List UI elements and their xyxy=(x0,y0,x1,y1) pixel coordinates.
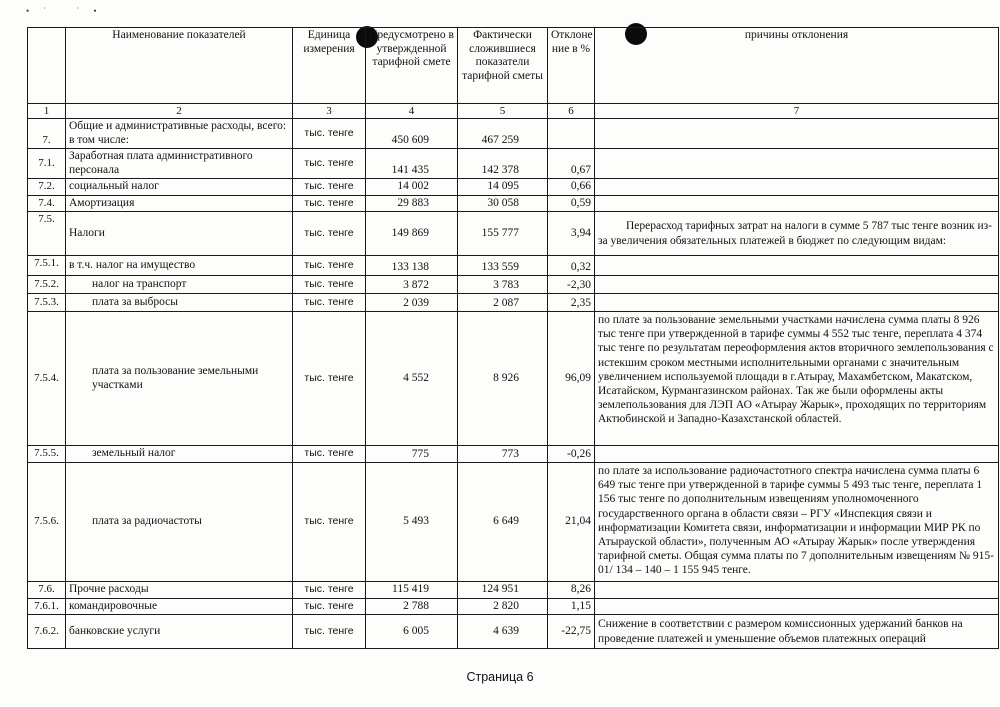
row-num: 7.2. xyxy=(28,179,66,196)
row-fact: 124 951 xyxy=(458,582,548,599)
row-num: 7.5.1. xyxy=(28,256,66,276)
row-plan: 6 005 xyxy=(366,615,458,649)
table-header-row xyxy=(28,28,999,104)
row-unit: тыс. тенге xyxy=(293,582,366,599)
table-row xyxy=(28,598,999,615)
header-unit: Единица измерения xyxy=(293,28,366,104)
row-deviation: 96,09 xyxy=(548,312,595,446)
row-reason xyxy=(595,179,999,196)
column-index-row xyxy=(28,104,999,119)
row-num: 7.5.5. xyxy=(28,446,66,463)
row-reason xyxy=(595,582,999,599)
row-fact: 2 087 xyxy=(458,294,548,312)
row-deviation: 3,94 xyxy=(548,212,595,256)
table-row xyxy=(28,179,999,196)
row-reason xyxy=(595,446,999,463)
row-deviation: 0,66 xyxy=(548,179,595,196)
row-name: плата за выбросы xyxy=(66,294,293,312)
row-name: социальный налог xyxy=(66,179,293,196)
col-index: 1 xyxy=(28,104,66,119)
scan-marks: •˙ ˙• xyxy=(26,6,111,16)
row-fact: 467 259 xyxy=(458,119,548,149)
row-unit: тыс. тенге xyxy=(293,195,366,212)
header-plan: Предусмотрено в утвержденной тарифной смете xyxy=(366,28,458,104)
row-num: 7.6.2. xyxy=(28,615,66,649)
row-plan: 5 493 xyxy=(366,463,458,582)
row-fact: 6 649 xyxy=(458,463,548,582)
row-deviation: -2,30 xyxy=(548,276,595,294)
report-table xyxy=(27,27,999,649)
row-reason: Перерасход тарифных затрат на налоги в сумме 5 787 тыс тенге возник из-за увеличения обязательных платежей в бюджет по следующим видам: xyxy=(595,212,999,256)
col-index: 2 xyxy=(66,104,293,119)
row-name: плата за радиочастоты xyxy=(66,463,293,582)
row-plan: 2 039 xyxy=(366,294,458,312)
row-name: Общие и административные расходы, всего: в том числе: xyxy=(66,119,293,149)
table-row xyxy=(28,312,999,446)
row-name: Заработная плата административного персонала xyxy=(66,149,293,179)
row-fact: 142 378 xyxy=(458,149,548,179)
row-plan: 3 872 xyxy=(366,276,458,294)
col-index: 6 xyxy=(548,104,595,119)
row-num: 7.4. xyxy=(28,195,66,212)
row-unit: тыс. тенге xyxy=(293,615,366,649)
table-row xyxy=(28,195,999,212)
row-plan: 115 419 xyxy=(366,582,458,599)
table-row xyxy=(28,463,999,582)
header-deviation: Отклоне ние в % xyxy=(548,28,595,104)
table-row xyxy=(28,276,999,294)
row-plan: 14 002 xyxy=(366,179,458,196)
row-fact: 30 058 xyxy=(458,195,548,212)
col-index: 7 xyxy=(595,104,999,119)
row-unit: тыс. тенге xyxy=(293,294,366,312)
table-row xyxy=(28,212,999,256)
row-deviation: 0,67 xyxy=(548,149,595,179)
row-fact: 773 xyxy=(458,446,548,463)
row-reason xyxy=(595,256,999,276)
row-plan: 141 435 xyxy=(366,149,458,179)
row-fact: 155 777 xyxy=(458,212,548,256)
row-num: 7.5.3. xyxy=(28,294,66,312)
row-unit: тыс. тенге xyxy=(293,256,366,276)
col-index: 4 xyxy=(366,104,458,119)
row-deviation: 8,26 xyxy=(548,582,595,599)
row-num: 7.6. xyxy=(28,582,66,599)
row-plan: 450 609 xyxy=(366,119,458,149)
row-unit: тыс. тенге xyxy=(293,276,366,294)
table-row xyxy=(28,256,999,276)
row-reason xyxy=(595,149,999,179)
row-plan: 775 xyxy=(366,446,458,463)
row-fact: 133 559 xyxy=(458,256,548,276)
row-num: 7.5.6. xyxy=(28,463,66,582)
row-deviation: 0,32 xyxy=(548,256,595,276)
row-reason: по плате за использование радиочастотного спектра начислена сумма платы 6 649 тыс тенге при утвержденной в тарифе суммы 5 493 тыс тенге, переплата 1 156 тыс тенге по дополнительным извещениям уполномоченного государственного органа в области связи – РГУ «Инспекция связи и информатизации Комитета связи, информатизации и информации МИР РК по Атырауской области», полученным АО «Атырау Жарык» после утверждения тарифной сметы. Общая сумма платы по 7 дополнительным извещениям № 915-01/ 134 – 140 – 1 155 945 тенге. xyxy=(595,463,999,582)
table-row xyxy=(28,582,999,599)
row-fact: 3 783 xyxy=(458,276,548,294)
row-plan: 29 883 xyxy=(366,195,458,212)
row-name: Амортизация xyxy=(66,195,293,212)
row-reason xyxy=(595,119,999,149)
row-unit: тыс. тенге xyxy=(293,598,366,615)
row-reason xyxy=(595,195,999,212)
header-name: Наименование показателей xyxy=(66,28,293,104)
row-deviation xyxy=(548,119,595,149)
row-num: 7. xyxy=(28,119,66,149)
row-unit: тыс. тенге xyxy=(293,212,366,256)
header-num xyxy=(28,28,66,104)
row-deviation: 2,35 xyxy=(548,294,595,312)
page-number: Страница 6 xyxy=(466,670,534,684)
row-unit: тыс. тенге xyxy=(293,446,366,463)
col-index: 5 xyxy=(458,104,548,119)
row-name: плата за пользование земельными участками xyxy=(66,312,293,446)
row-name: командировочные xyxy=(66,598,293,615)
row-name: банковские услуги xyxy=(66,615,293,649)
row-name: Прочие расходы xyxy=(66,582,293,599)
row-plan: 2 788 xyxy=(366,598,458,615)
row-unit: тыс. тенге xyxy=(293,119,366,149)
table-row xyxy=(28,149,999,179)
table-row xyxy=(28,615,999,649)
table-row xyxy=(28,446,999,463)
row-plan: 4 552 xyxy=(366,312,458,446)
row-name: земельный налог xyxy=(66,446,293,463)
row-plan: 133 138 xyxy=(366,256,458,276)
row-reason xyxy=(595,598,999,615)
table-row xyxy=(28,294,999,312)
row-name: налог на транспорт xyxy=(66,276,293,294)
row-reason xyxy=(595,276,999,294)
header-reason: причины отклонения xyxy=(595,28,999,104)
row-reason: Снижение в соответствии с размером комиссионных удержаний банков на проведение платежей и уменьшение объемов платежных операций xyxy=(595,615,999,649)
row-plan: 149 869 xyxy=(366,212,458,256)
row-num: 7.1. xyxy=(28,149,66,179)
row-reason: по плате за пользование земельными участками начислена сумма платы 8 926 тыс тенге при утвержденной в тарифе суммы 4 552 тыс тенге, переплата 4 374 тыс тенге по результатам переоформления актов вторичного землепользования с истекшим сроком местными исполнительными органами с значительным увеличением используемой площади в г.Атырау, Махамбетском, Макатском, Исатайском, Курмангазинском районах. Так же были оформлены акты землепользования для ЛЭП АО «Атырау Жарык», проходящих по территориям Актюбинской и Западно-Казахстанской областей. xyxy=(595,312,999,446)
row-num: 7.5. xyxy=(28,212,66,256)
row-name: Налоги xyxy=(66,212,293,256)
row-num: 7.5.4. xyxy=(28,312,66,446)
row-name: в т.ч. налог на имущество xyxy=(66,256,293,276)
row-fact: 8 926 xyxy=(458,312,548,446)
row-num: 7.6.1. xyxy=(28,598,66,615)
row-unit: тыс. тенге xyxy=(293,149,366,179)
row-unit: тыс. тенге xyxy=(293,463,366,582)
table-row xyxy=(28,119,999,149)
row-deviation: -0,26 xyxy=(548,446,595,463)
row-fact: 2 820 xyxy=(458,598,548,615)
row-unit: тыс. тенге xyxy=(293,312,366,446)
row-reason xyxy=(595,294,999,312)
row-deviation: -22,75 xyxy=(548,615,595,649)
row-deviation: 1,15 xyxy=(548,598,595,615)
row-deviation: 0,59 xyxy=(548,195,595,212)
col-index: 3 xyxy=(293,104,366,119)
row-deviation: 21,04 xyxy=(548,463,595,582)
row-num: 7.5.2. xyxy=(28,276,66,294)
row-unit: тыс. тенге xyxy=(293,179,366,196)
header-fact: Фактически сложившиеся показатели тарифной сметы xyxy=(458,28,548,104)
row-fact: 14 095 xyxy=(458,179,548,196)
row-fact: 4 639 xyxy=(458,615,548,649)
